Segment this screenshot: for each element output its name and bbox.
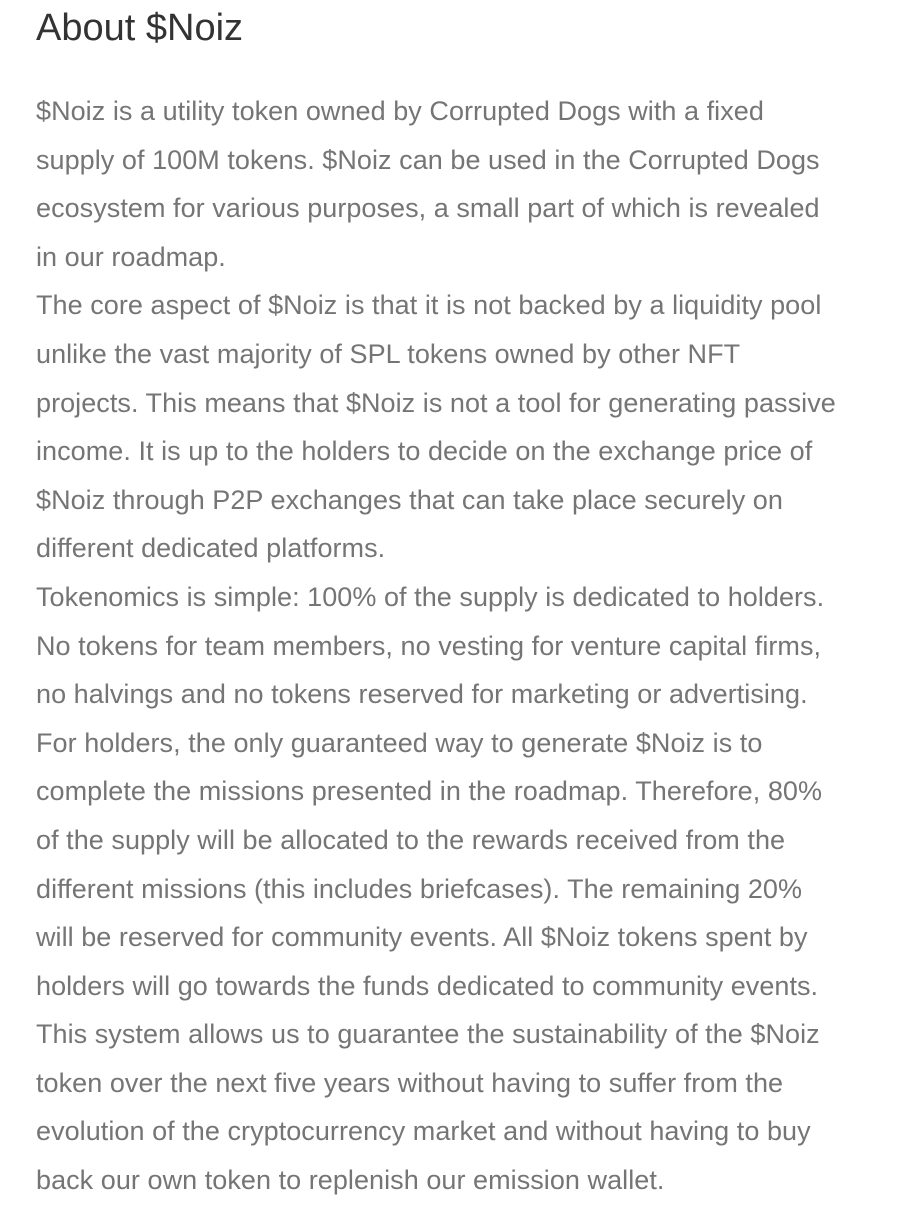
page-title: About $Noiz [36,7,244,49]
text-line: supply of 100M tokens. $Noiz can be used in the Corrupted Dogs [36,144,820,175]
document-page [36,0,896,1205]
text-line: $Noiz is a utility token owned by Corrupted Dogs with a fixed [36,96,764,126]
text-line: This system allows us to guarantee the sustainability of the $Noiz [36,1019,820,1050]
text-line: income. It is up to the holders to decide on the exchange price of [36,436,813,467]
text-line: back our own token to replenish our emission wallet. [36,1165,665,1196]
text-line: Tokenomics is simple: 100% of the supply is dedicated to holders. [36,581,825,612]
text-line: of the supply will be allocated to the rewards received from the [36,824,786,855]
text-line: ecosystem for various purposes, a small part of which is revealed [36,193,820,224]
text-line: projects. This means that $Noiz is not a tool for generating passive [36,387,836,418]
document-body [36,87,896,1205]
text-line: different dedicated platforms. [36,533,386,564]
text-line: unlike the vast majority of SPL tokens owned by other NFT [36,338,741,369]
text-line: in our roadmap. [36,241,226,272]
text-line: The core aspect of $Noiz is that it is not backed by a liquidity pool [36,290,822,321]
text-line: evolution of the cryptocurrency market and without having to buy [36,1116,811,1147]
text-line: No tokens for team members, no vesting for venture capital firms, [36,630,822,661]
text-line: no halvings and no tokens reserved for marketing or advertising. [36,679,808,710]
text-line: For holders, the only guaranteed way to generate $Noiz is to [36,727,763,758]
text-line: token over the next five years without having to suffer from the [36,1067,784,1098]
text-line: holders will go towards the funds dedicated to community events. [36,970,819,1001]
text-line: will be reserved for community events. All $Noiz tokens spent by [36,922,808,953]
text-line: complete the missions presented in the roadmap. Therefore, 80% [36,776,823,807]
text-line: $Noiz through P2P exchanges that can take place securely on [36,484,783,515]
text-line: different missions (this includes briefcases). The remaining 20% [36,873,803,904]
